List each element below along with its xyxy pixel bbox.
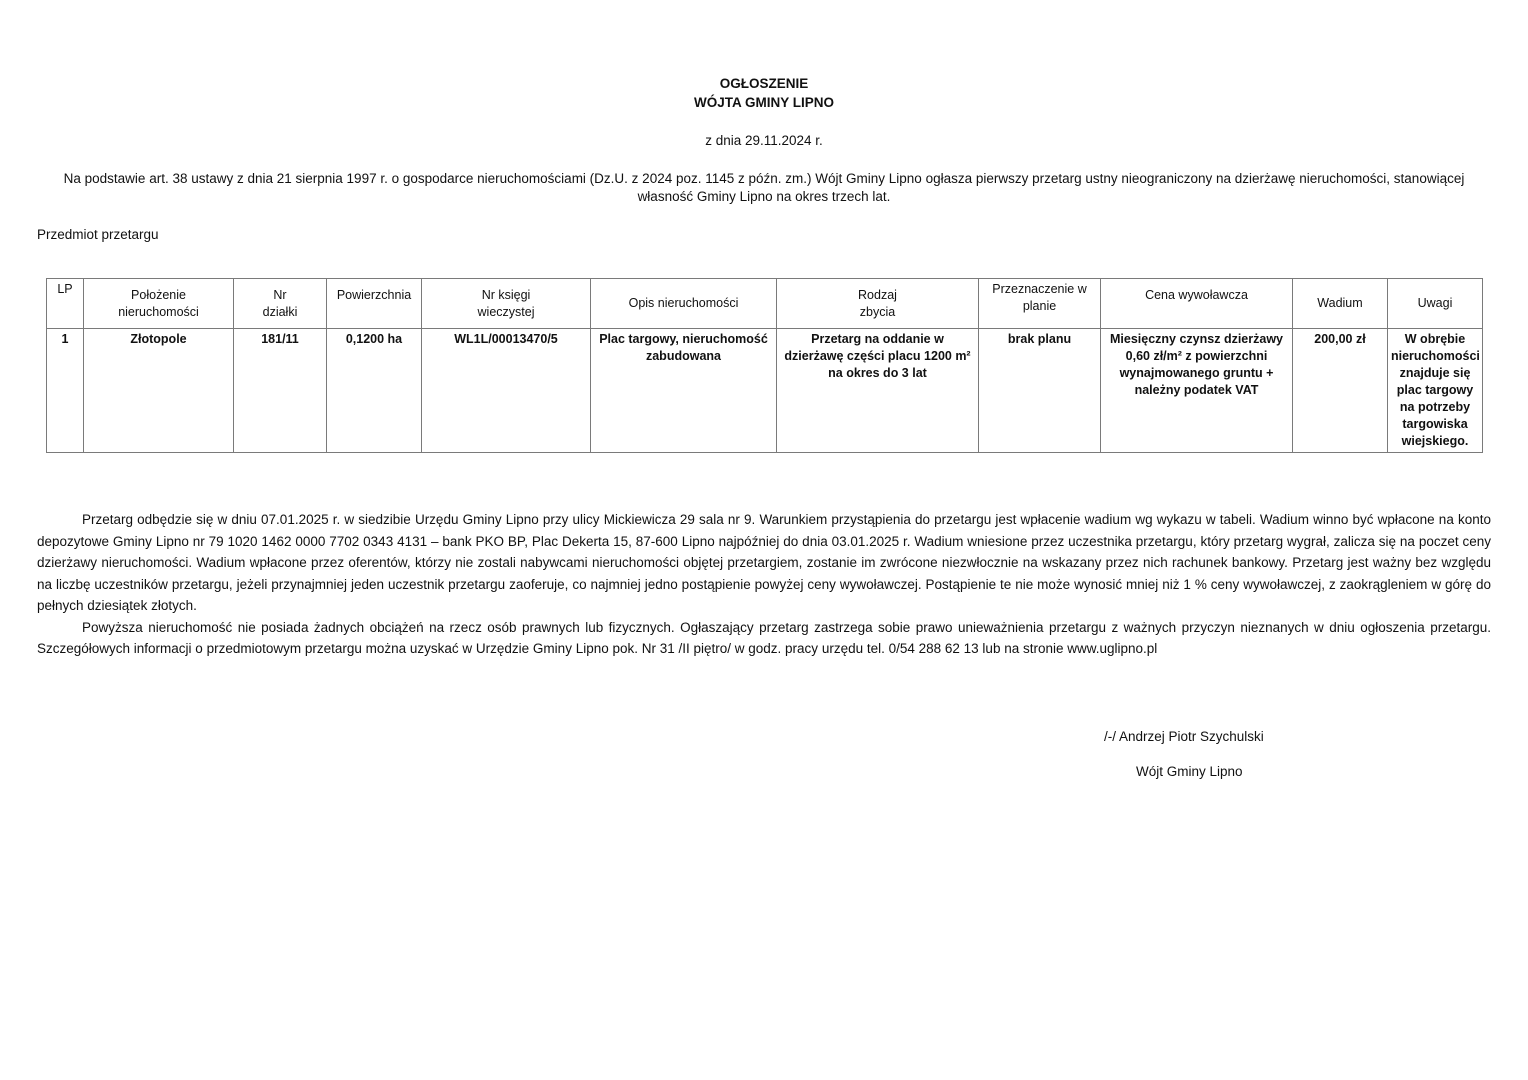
subject-label: Przedmiot przetargu <box>37 227 159 242</box>
body-paragraph-2: Powyższa nieruchomość nie posiada żadnych obciążeń na rzecz osób prawnych lub fizycznych. Ogłaszający przetarg zastrzega sobie prawo unieważnienia przetargu z ważnych przyczyn nieznanych w dniu ogłoszenia przetargu. Szczegółowych informacji o przedmiotowym przetargu można uzyskać w Urzędzie Gminy Lipno pok. Nr 31 /II piętro/ w godz. pracy urzędu tel. 0/54 288 62 13 lub na stronie www.uglipno.pl <box>37 619 1491 656</box>
cell-lp: 1 <box>47 329 84 453</box>
header-disposal-type: Rodzaj zbycia <box>777 279 979 329</box>
header-notes: Uwagi <box>1388 279 1483 329</box>
header-location: Położenie nieruchomości <box>84 279 234 329</box>
header-lp: LP <box>47 279 84 329</box>
cell-plan-purpose: brak planu <box>979 329 1101 453</box>
document-title-line1: OGŁOSZENIE <box>719 76 809 91</box>
header-area: Powierzchnia <box>327 279 422 329</box>
auction-table <box>46 278 1483 453</box>
header-description: Opis nieruchomości <box>591 279 777 329</box>
cell-notes: W obrębie nieruchomości znajduje się plac targowy na potrzeby targowiska wiejskiego. <box>1388 329 1483 453</box>
cell-deposit: 200,00 zł <box>1293 329 1388 453</box>
header-plan-purpose: Przeznaczenie w planie <box>979 279 1101 329</box>
signature-role: Wójt Gminy Lipno <box>1136 764 1243 779</box>
signature-name: /-/ Andrzej Piotr Szychulski <box>1104 729 1264 744</box>
document-title-line2: WÓJTA GMINY LIPNO <box>693 95 834 110</box>
body-text <box>37 509 1491 660</box>
document-date: z dnia 29.11.2024 r. <box>705 133 823 148</box>
table-row <box>47 329 1483 453</box>
table-header-row <box>47 279 1483 329</box>
cell-location: Złotopole <box>84 329 234 453</box>
cell-area: 0,1200 ha <box>327 329 422 453</box>
header-deposit: Wadium <box>1293 279 1388 329</box>
body-paragraph-1: Przetarg odbędzie się w dniu 07.01.2025 r. w siedzibie Urzędu Gminy Lipno przy ulicy Mickiewicza 29 sala nr 9. Warunkiem przystąpienia do przetargu jest wpłacenie wadium wg wykazu w tabeli. Wadium winno być wpłacone na konto depozytowe Gminy Lipno nr 79 1020 1462 0000 7702 0343 4131 – bank PKO BP, Plac Dekerta 15, 87-600 Lipno najpóźniej do dnia 03.01.2025 r. Wadium wniesione przez uczestnika przetargu, który przetarg wygrał, zalicza się na poczet ceny dzierżawy nieruchomości. Wadium wpłacone przez oferentów, którzy nie zostali nabywcami nieruchomości objętej przetargiem, zostanie im zwrócone niezwłocznie na wskazany przez nich rachunek bankowy. Przetarg jest ważny bez względu na liczbę uczestników przetargu, jeżeli przynajmniej jeden uczestnik przetargu zaoferuje, co najmniej jedno postąpienie powyżej ceny wywoławczej. Postąpienie te nie może wynosić mniej niż 1 % ceny wywoławczej, z zaokrągleniem w górę do pełnych dziesiątek złotych. <box>37 512 1491 613</box>
cell-land-book: WL1L/00013470/5 <box>422 329 591 453</box>
cell-description: Plac targowy, nieruchomość zabudowana <box>591 329 777 453</box>
header-starting-price: Cena wywoławcza <box>1101 279 1293 329</box>
intro-paragraph: Na podstawie art. 38 ustawy z dnia 21 sierpnia 1997 r. o gospodarce nieruchomościami (Dz.U. z 2024 poz. 1145 z późn. zm.) Wójt Gminy Lipno ogłasza pierwszy przetarg ustny nieograniczony na dzierżawę nieruchomości, stanowiącej własność Gminy Lipno na okres trzech lat. <box>63 171 1465 204</box>
cell-plot: 181/11 <box>234 329 327 453</box>
header-land-book: Nr księgi wieczystej <box>422 279 591 329</box>
header-plot: Nr działki <box>234 279 327 329</box>
cell-starting-price: Miesięczny czynsz dzierżawy 0,60 zł/m² z powierzchni wynajmowanego gruntu + należny podatek VAT <box>1101 329 1293 453</box>
cell-disposal-type: Przetarg na oddanie w dzierżawę części placu 1200 m² na okres do 3 lat <box>777 329 979 453</box>
